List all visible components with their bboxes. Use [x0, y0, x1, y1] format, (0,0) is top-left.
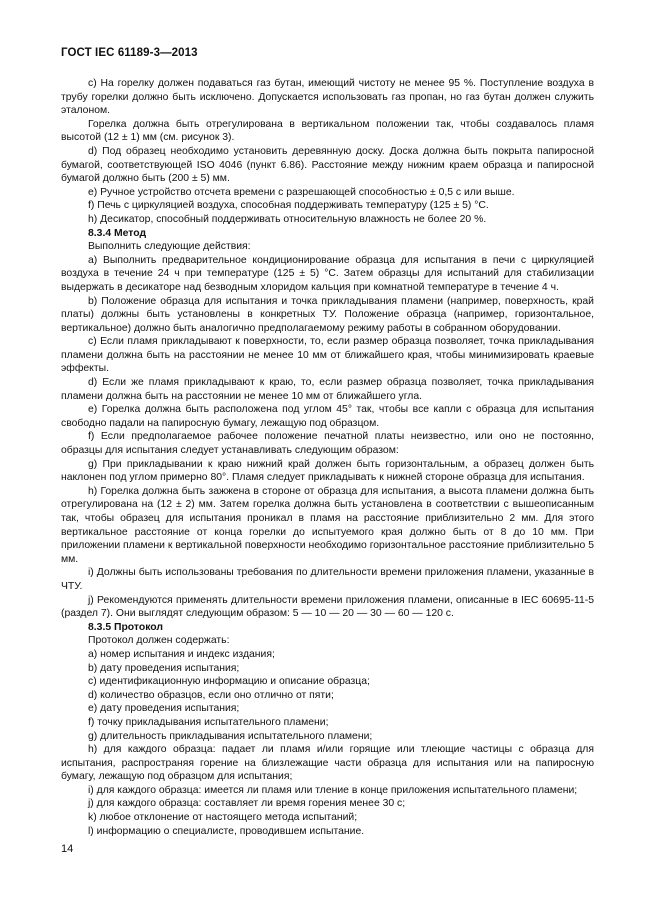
list-item: k) любое отклонение от настоящего метода испытаний; — [88, 812, 358, 824]
paragraph: d) Под образец необходимо установить деревянную доску. Доска должна быть покрыта папиросной бумагой, соответствующей ISO 4046 (пункт 6.86). Расстояние между нижним краем образца и папиросной бумагой должно быть (200 ± 5) мм. — [61, 145, 594, 185]
paragraph: i) Должны быть использованы требования по длительности времени приложения пламени, указанные в ЧТУ. — [61, 567, 594, 592]
page-number: 14 — [61, 843, 74, 855]
list-item: f) точку прикладывания испытательного пламени; — [88, 716, 329, 728]
paragraph: f) Печь с циркуляцией воздуха, способная поддерживать температуру (125 ± 5) °С. — [88, 200, 489, 212]
paragraph: Горелка должна быть отрегулирована в вертикальном положении так, чтобы создавалось пламя высотой (12 ± 1) мм (см. рисунок 3). — [61, 118, 594, 144]
paragraph: Выполнить следующие действия: — [88, 241, 251, 253]
paragraph: Протокол должен содержать: — [88, 635, 230, 647]
list-item: j) для каждого образца: составляет ли время горения менее 30 с; — [88, 798, 406, 810]
list-item: d) количество образцов, если оно отлично от пяти; — [88, 689, 334, 701]
list-item: е) дату проведения испытания; — [88, 703, 240, 715]
paragraph: с) На горелку должен подаваться газ бутан, имеющий чистоту не менее 95 %. Поступление воздуха в трубу горелки должно быть исключено. Допускается использовать газ пропан, но газ бутан должен служить эталоном. — [61, 78, 594, 117]
paragraph: d) Если же пламя прикладывают к краю, то, если размер образца позволяет, точка прикладывания пламени должна быть на расстоянии не менее 10 мм от ближайшего угла. — [61, 377, 594, 402]
document-body — [61, 77, 594, 838]
list-item: h) для каждого образца: падает ли пламя и/или горящие или тлеющие частицы с образца для испытания, распространяя горение на близлежащие части образца для испытания или на папиросную бумагу, лежащую под образцом для испытания; — [61, 744, 594, 783]
list-item: с) идентификационную информацию и описание образца; — [88, 676, 370, 688]
list-item: l) информацию о специалисте, проводившем испытание. — [88, 825, 365, 837]
paragraph: g) При прикладывании к краю нижний край должен быть горизонтальным, а образец должен быть наклонен под углом примерно 80°. Пламя следует прикладывать к нижней стороне образца для испытания. — [61, 458, 594, 484]
paragraph: f) Если предполагаемое рабочее положение печатной платы неизвестно, или оно не постоянно, образцы для испытания следует устанавливать следующим образом: — [61, 431, 594, 457]
section-heading: 8.3.4 Метод — [88, 227, 147, 239]
paragraph: h) Горелка должна быть зажжена в стороне от образца для испытания, а высота пламени должна быть отрегулирована на (12 ± 2) мм. Затем горелка должна быть установлена в соответствии с вышеописанным так, чтобы образец для испытания проникал в пламя на расстояние приблизительно 2 мм. Для этого вертикальное расстояние от конца горелки до испытуемого края должно быть от 8 до 10 мм. При приложении пламени к вертикальной поверхности необходимо горизонтальное расстояние приблизительно 5 мм. — [61, 485, 594, 565]
list-item: а) номер испытания и индекс издания; — [88, 648, 275, 660]
paragraph: а) Выполнить предварительное кондиционирование образца для испытания в печи с циркуляцией воздуха в течение 24 ч при температуре (125 ± 5) °С. Затем образцы для испытаний для стабилизации выдержать в десикаторе над безводным хлоридом кальция при комнатной температуре в течение 4 ч. — [61, 254, 594, 293]
paragraph: h) Десикатор, способный поддерживать относительную влажность не более 20 %. — [88, 213, 487, 225]
list-item: b) дату проведения испытания; — [88, 662, 240, 674]
list-item: g) длительность прикладывания испытательного пламени; — [88, 730, 373, 742]
standard-title: ГОСТ IEC 61189-3—2013 — [61, 47, 198, 59]
paragraph: b) Положение образца для испытания и точка прикладывания пламени (например, поверхность, край платы) должны быть установлены в конкретных ТУ. Положение образца (например, горизонтальное, вертикальное) должно быть аналогично предполагаемому режиму работы в собранном оборудовании. — [61, 295, 594, 334]
section-heading: 8.3.5 Протокол — [88, 621, 163, 633]
paragraph: с) Если пламя прикладывают к поверхности, то, если размер образца позволяет, точка прикладывания пламени должна быть на расстоянии не менее 10 мм от ближайшего края, чтобы минимизировать краевые эффекты. — [61, 336, 594, 375]
paragraph: е) Ручное устройство отсчета времени с разрешающей способностью ± 0,5 с или выше. — [88, 186, 515, 198]
list-item: i) для каждого образца: имеется ли пламя или тление в конце приложения испытательного пламени; — [88, 784, 578, 796]
paragraph: е) Горелка должна быть расположена под углом 45° так, чтобы все капли с образца для испытания свободно падали на папиросную бумагу, лежащую под образцом. — [61, 404, 594, 429]
paragraph: j) Рекомендуются применять длительности времени приложения пламени, описанные в IEC 60695-11-5 (раздел 7). Они выглядят следующим образом: 5 — 10 — 20 — 30 — 60 — 120 с. — [61, 594, 594, 620]
